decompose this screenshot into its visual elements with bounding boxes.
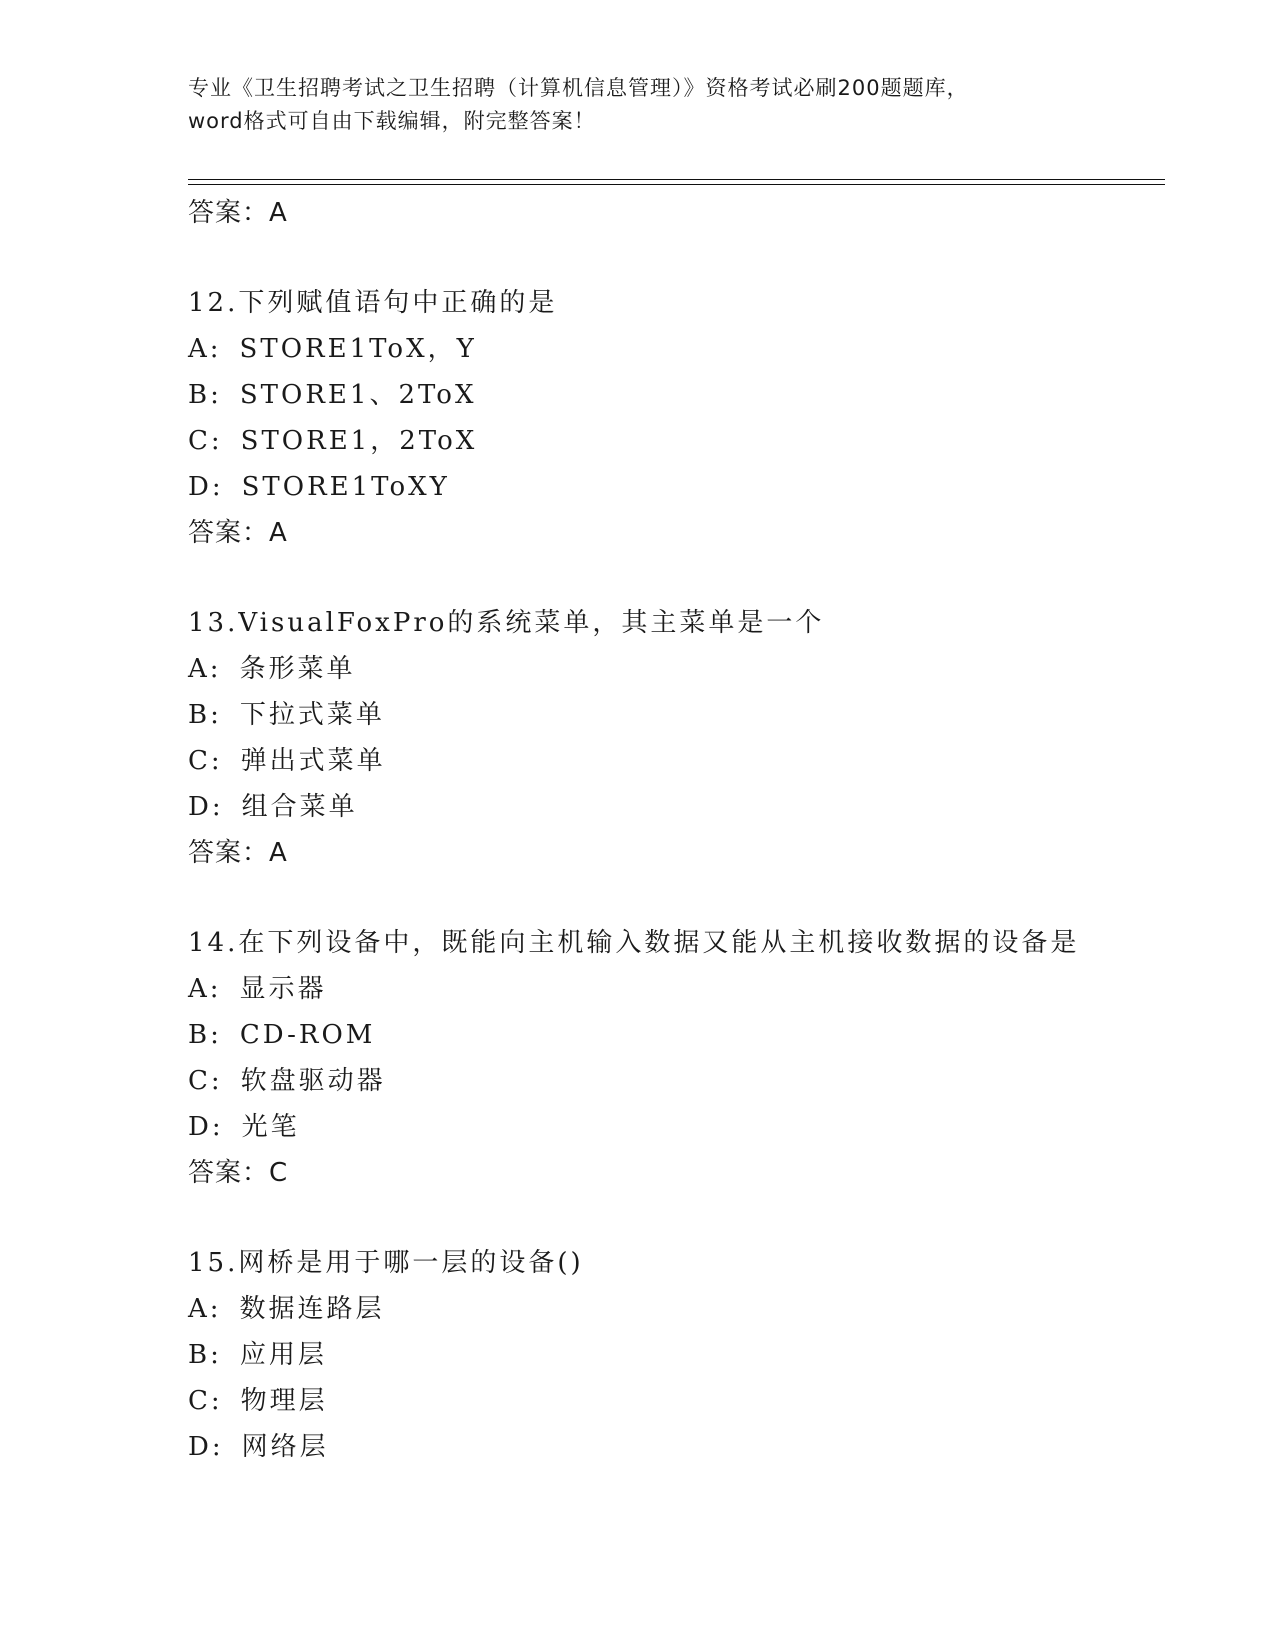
option-text: 弹出式菜单 — [240, 746, 386, 776]
option-d — [188, 1104, 1165, 1150]
option-b — [188, 1012, 1165, 1058]
header-divider-bottom — [188, 184, 1165, 185]
option-b — [188, 372, 1165, 418]
option-text: 组合菜单 — [241, 792, 358, 822]
option-c — [188, 738, 1165, 784]
option-key: C: — [188, 1386, 223, 1416]
option-c — [188, 418, 1165, 464]
option-a — [188, 326, 1165, 372]
option-key: B: — [188, 1340, 222, 1370]
option-key: B: — [188, 700, 222, 730]
question-title: 14.在下列设备中，既能向主机输入数据又能从主机接收数据的设备是 — [188, 928, 1080, 958]
option-key: D: — [188, 1112, 224, 1142]
option-key: D: — [188, 472, 224, 502]
answer-line: 答案：C — [188, 1158, 289, 1188]
option-text: 软盘驱动器 — [240, 1066, 386, 1096]
option-text: 下拉式菜单 — [239, 700, 385, 730]
option-key: D: — [188, 792, 224, 822]
option-key: C: — [188, 746, 223, 776]
answer-line: 答案：A — [188, 838, 288, 868]
answer-line: 答案：A — [188, 198, 288, 228]
option-key: A: — [188, 654, 222, 684]
option-key: D: — [188, 1432, 224, 1462]
option-c — [188, 1058, 1165, 1104]
question-item — [188, 600, 1165, 876]
option-d — [188, 1424, 1165, 1470]
question-item — [188, 280, 1165, 556]
option-key: B: — [188, 380, 222, 410]
option-a — [188, 966, 1165, 1012]
question-title: 12.下列赋值语句中正确的是 — [188, 288, 558, 318]
option-d — [188, 784, 1165, 830]
document-header — [188, 72, 1108, 138]
option-text: CD-ROM — [239, 1020, 376, 1050]
option-text: STORE1、2ToX — [239, 380, 477, 410]
option-text: 网络层 — [241, 1432, 329, 1462]
option-text: 数据连路层 — [239, 1294, 385, 1324]
header-divider-top — [188, 179, 1165, 180]
option-text: STORE1ToX，Y — [239, 334, 477, 364]
option-b — [188, 692, 1165, 738]
option-text: STORE1，2ToX — [240, 426, 478, 456]
option-text: 光笔 — [241, 1112, 300, 1142]
question-title: 15.网桥是用于哪一层的设备() — [188, 1248, 584, 1278]
option-key: A: — [188, 974, 222, 1004]
header-line-2: word格式可自由下载编辑，附完整答案！ — [188, 109, 596, 133]
question-item — [188, 920, 1165, 1196]
question-list — [188, 190, 1165, 1470]
answer-line: 答案：A — [188, 518, 288, 548]
option-text: STORE1ToXY — [241, 472, 450, 502]
option-text: 物理层 — [240, 1386, 328, 1416]
option-key: C: — [188, 1066, 223, 1096]
option-text: 条形菜单 — [239, 654, 356, 684]
option-d — [188, 464, 1165, 510]
option-a — [188, 646, 1165, 692]
option-key: A: — [188, 1294, 222, 1324]
option-key: C: — [188, 426, 223, 456]
option-b — [188, 1332, 1165, 1378]
question-item — [188, 1240, 1165, 1470]
option-key: B: — [188, 1020, 222, 1050]
option-key: A: — [188, 334, 222, 364]
option-a — [188, 1286, 1165, 1332]
header-line-1: 专业《卫生招聘考试之卫生招聘（计算机信息管理）》资格考试必刷200题题库， — [188, 76, 969, 100]
option-text: 显示器 — [239, 974, 327, 1004]
question-title: 13.VisualFoxPro的系统菜单，其主菜单是一个 — [188, 608, 825, 638]
option-text: 应用层 — [239, 1340, 327, 1370]
option-c — [188, 1378, 1165, 1424]
